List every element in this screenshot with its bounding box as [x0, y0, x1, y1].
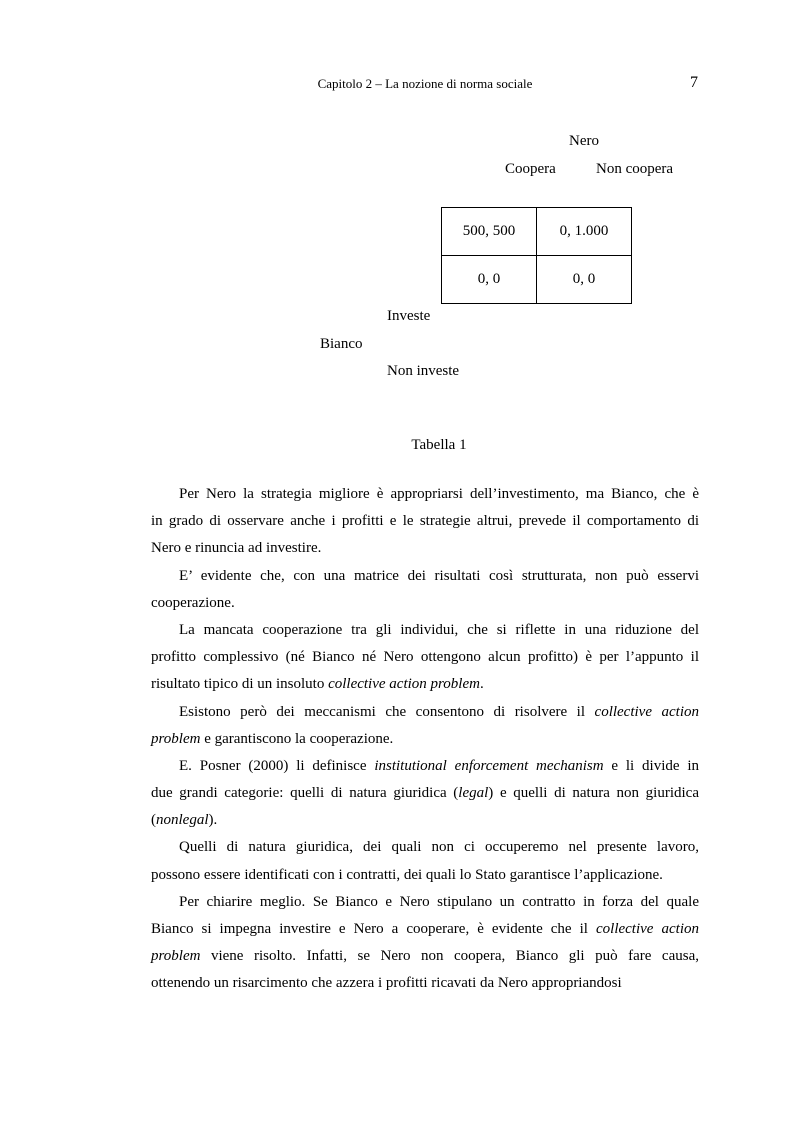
- text-line: [151, 590, 699, 617]
- text-run: e li divide in: [603, 757, 700, 774]
- text-run: La mancata cooperazione tra gli individui, che si riflette in una riduzione del: [179, 621, 699, 638]
- text-line: [151, 699, 699, 726]
- text-run: risultato tipico di un insoluto: [151, 676, 329, 693]
- text-line: [151, 834, 699, 861]
- text-run: E’ evidente che, con una matrice dei risultati così strutturata, non può esservi: [179, 567, 699, 584]
- text-run: due grandi categorie: quelli di natura giuridica (: [151, 785, 459, 802]
- table-caption: Tabella 1: [411, 437, 467, 453]
- text-line: [151, 916, 699, 943]
- italic-term: legal: [458, 785, 489, 802]
- text-line: [151, 726, 699, 753]
- text-run: .: [479, 676, 484, 693]
- text-line: [151, 889, 699, 916]
- page-number: 7: [690, 74, 698, 91]
- text-line: [151, 780, 699, 807]
- text-line: [151, 671, 699, 698]
- text-run: e garantiscono la cooperazione.: [200, 730, 394, 747]
- text-run: viene risolto. Infatti, se Nero non coopera, Bianco gli può fare causa,: [200, 948, 699, 965]
- paragraph: [151, 834, 699, 888]
- text-line: [151, 807, 699, 834]
- column-strategy-non-coopera: Non coopera: [596, 161, 674, 177]
- paragraph: [151, 563, 699, 617]
- payoff-cell: 0, 0: [537, 256, 632, 304]
- payoff-row-investe: [442, 208, 632, 256]
- text-run: E. Posner (2000) li definisce: [179, 757, 375, 774]
- text-run: Per chiarire meglio. Se Bianco e Nero stipulano un contratto in forza del quale: [179, 893, 699, 910]
- text-line: [151, 617, 699, 644]
- text-line: [151, 943, 699, 970]
- text-run: (: [151, 812, 156, 829]
- text-line: [151, 862, 699, 889]
- payoff-matrix: [441, 207, 632, 304]
- text-run: ).: [208, 812, 218, 829]
- text-run: cooperazione.: [151, 594, 235, 611]
- column-player-label: Nero: [569, 133, 599, 149]
- italic-term: collective action: [596, 921, 699, 937]
- text-run: profitto complessivo (né Bianco né Nero ottengono alcun profitto) è per l’appunto il: [151, 649, 699, 666]
- row-player-label: Bianco: [320, 336, 363, 352]
- italic-term: collective action: [594, 703, 699, 720]
- text-run: Quelli di natura giuridica, dei quali non ci occuperemo nel presente lavoro,: [179, 839, 699, 856]
- text-line: [151, 644, 699, 671]
- text-line: [151, 753, 699, 780]
- text-run: in grado di osservare anche i profitti e le strategie altrui, prevede il comportamento di: [151, 513, 699, 530]
- row-strategy-investe: Investe: [387, 308, 431, 324]
- payoff-cell: 0, 1.000: [537, 208, 632, 256]
- italic-term: institutional enforcement mechanism: [374, 757, 604, 774]
- column-strategy-coopera: Coopera: [505, 161, 556, 177]
- text-run: Per Nero la strategia migliore è appropriarsi dell’investimento, ma Bianco, che è: [179, 486, 699, 502]
- text-line: [151, 535, 699, 562]
- text-run: possono essere identificati con i contratti, dei quali lo Stato garantisce l’applicazione.: [151, 866, 663, 883]
- text-line: [151, 508, 699, 535]
- running-header: Capitolo 2 – La nozione di norma sociale: [317, 76, 533, 91]
- text-run: ottenendo un risarcimento che azzera i profitti ricavati da Nero appropriandosi: [151, 975, 622, 992]
- row-strategy-non-investe: Non investe: [387, 363, 460, 379]
- text-line: [151, 481, 699, 508]
- text-run: Nero e rinuncia ad investire.: [151, 540, 322, 557]
- paragraph: [151, 699, 699, 753]
- body-text: [151, 481, 699, 998]
- text-line: [151, 563, 699, 590]
- text-run: Esistono però dei meccanismi che consentono di risolvere il: [179, 703, 595, 720]
- italic-term: nonlegal: [156, 812, 209, 829]
- italic-term: problem: [151, 948, 201, 965]
- italic-term: collective action problem: [328, 676, 480, 693]
- payoff-row-non-investe: [442, 256, 632, 304]
- text-line: [151, 970, 699, 997]
- payoff-cell: 500, 500: [442, 208, 537, 256]
- paragraph: [151, 753, 699, 835]
- text-run: Bianco si impegna investire e Nero a cooperare, è evidente che il: [151, 921, 596, 937]
- payoff-cell: 0, 0: [442, 256, 537, 304]
- paragraph: [151, 481, 699, 563]
- paragraph: [151, 617, 699, 699]
- text-run: ) e quelli di natura non giuridica: [488, 785, 699, 802]
- italic-term: problem: [151, 730, 201, 747]
- paragraph: [151, 889, 699, 998]
